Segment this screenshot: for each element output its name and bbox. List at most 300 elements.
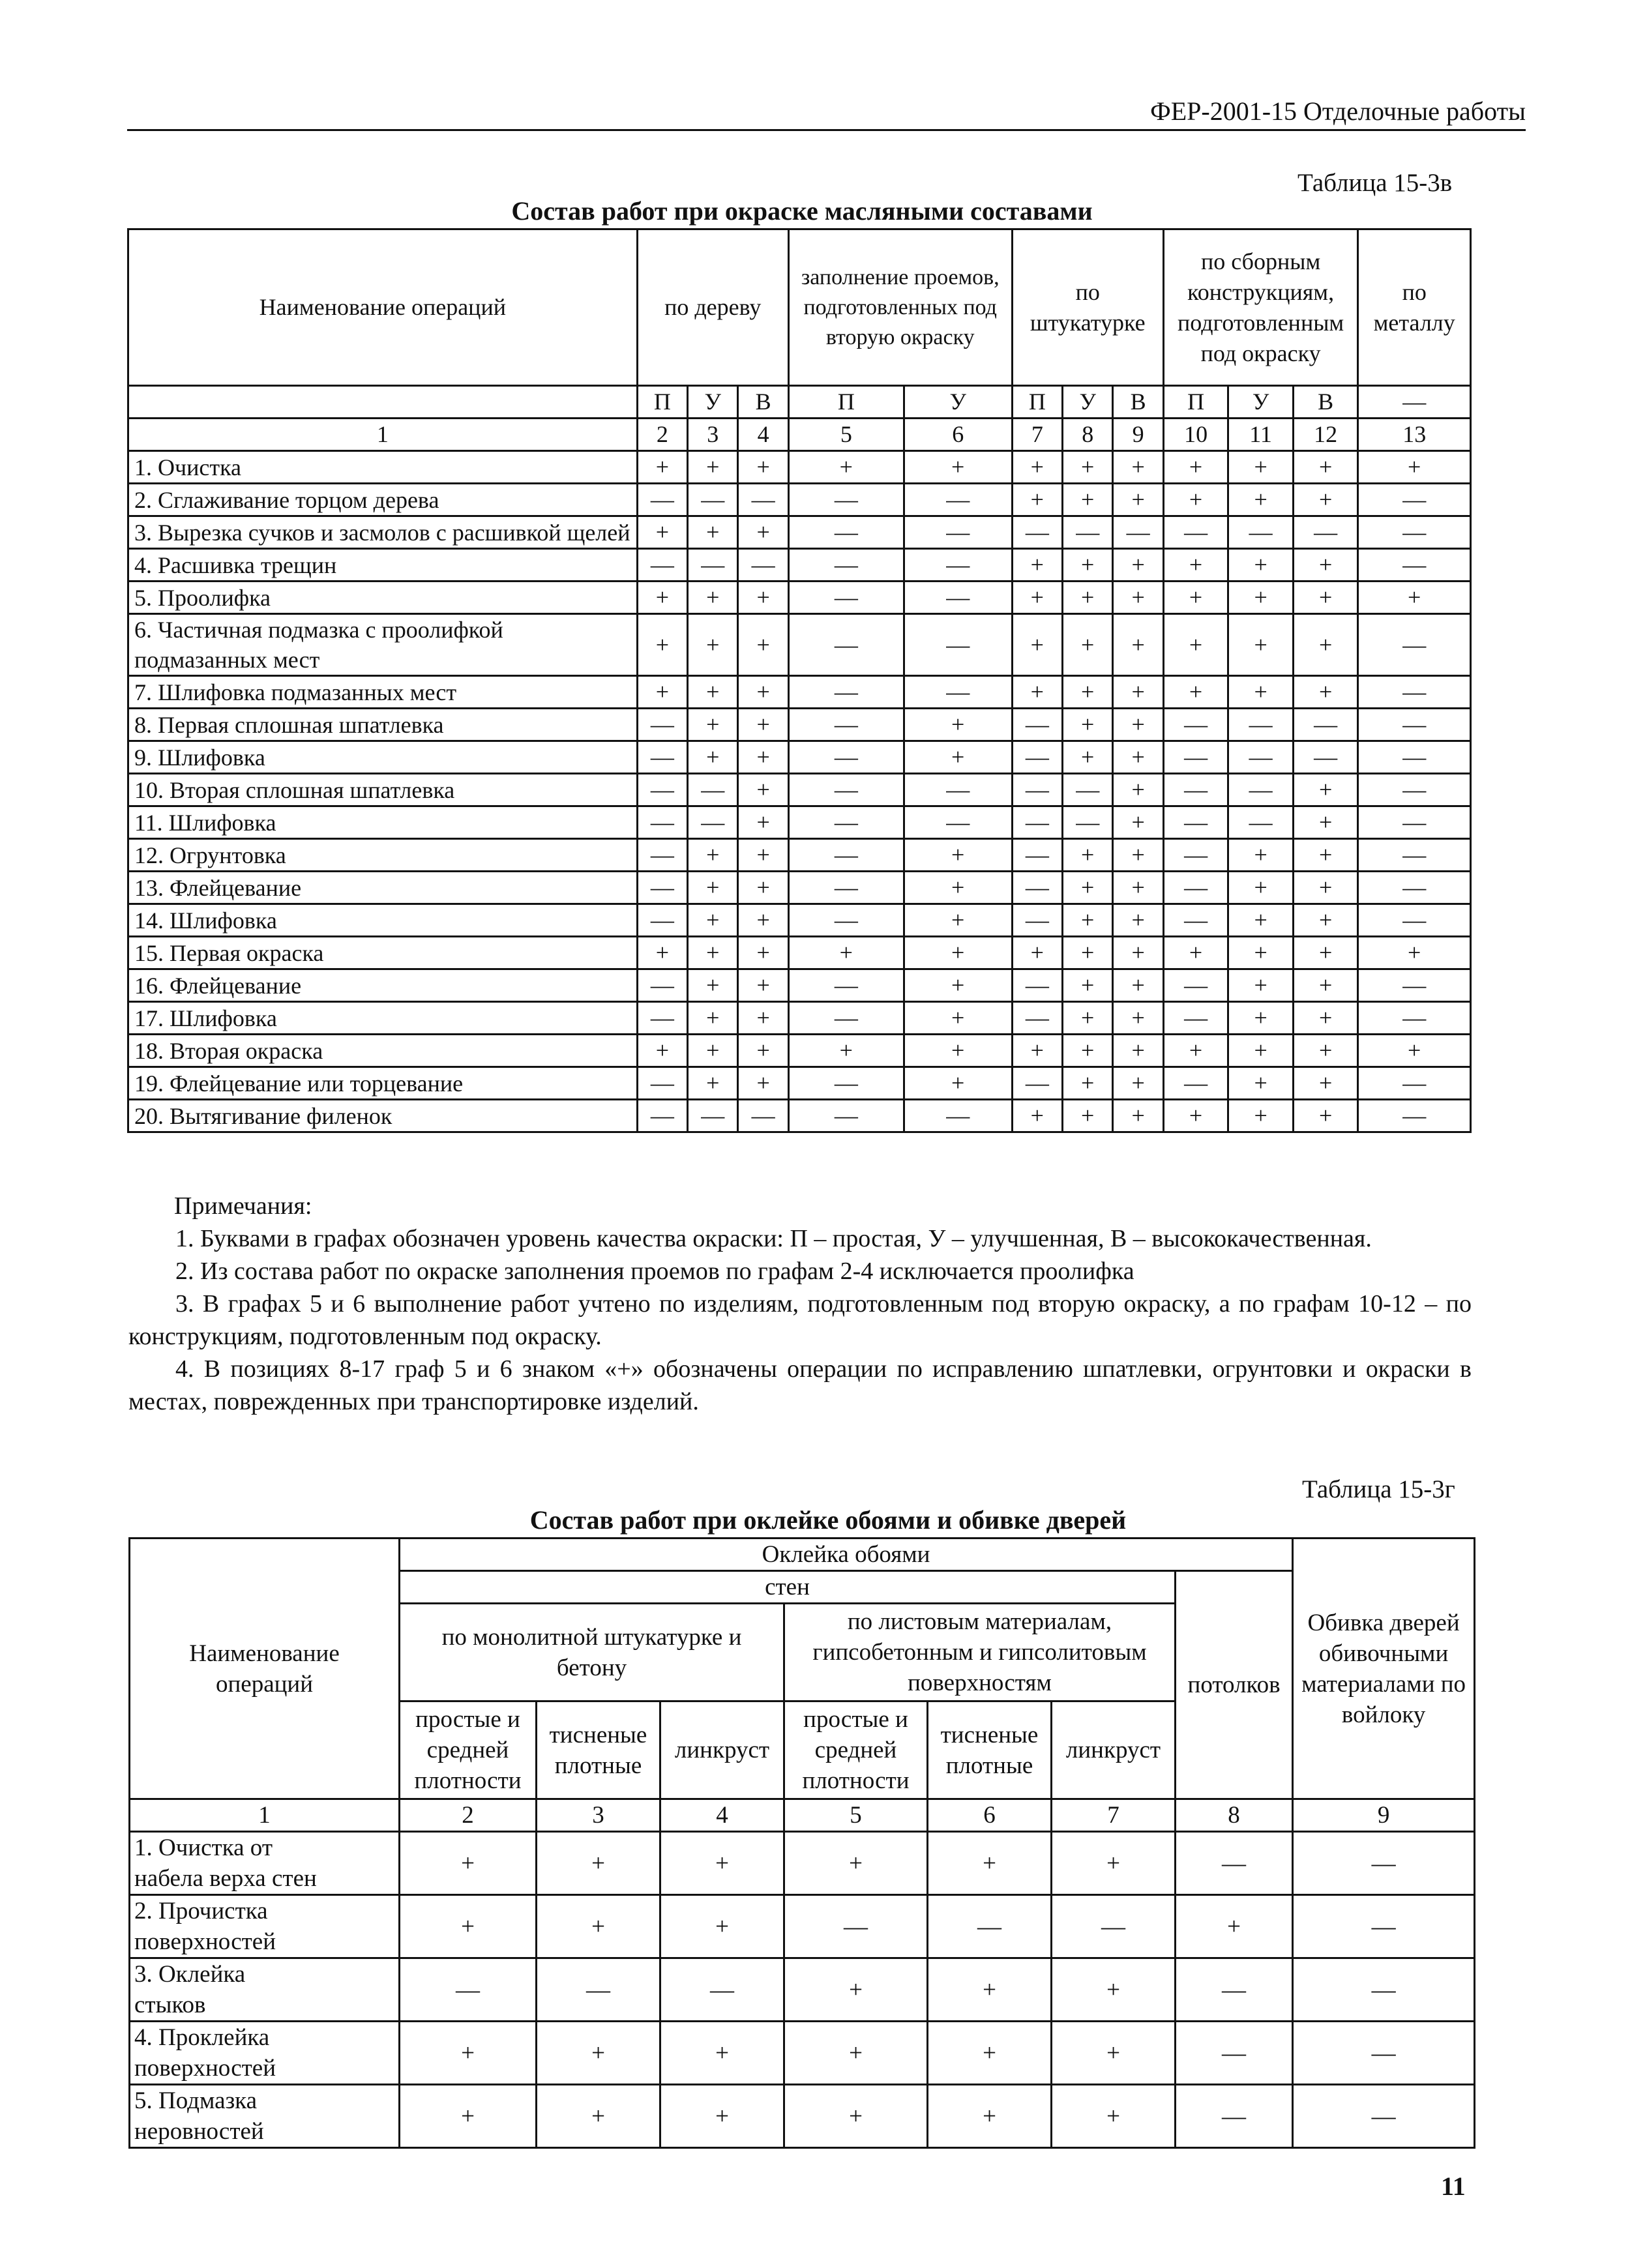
mark-cell: + [1113, 969, 1163, 1002]
mark-cell: + [688, 709, 738, 741]
mark-cell: — [788, 839, 904, 872]
table-row [128, 582, 1471, 614]
mark-cell: — [1163, 872, 1228, 904]
mark-cell: — [688, 1100, 738, 1132]
col-number: 7 [1052, 1799, 1176, 1832]
mark-cell: + [1063, 484, 1113, 516]
mark-cell: — [1358, 709, 1471, 741]
mark-cell: + [1113, 806, 1163, 839]
mark-cell: + [1358, 1035, 1471, 1067]
mark-cell: — [688, 774, 738, 806]
col-number: 10 [1163, 419, 1228, 451]
column-numbers-row [130, 1799, 1475, 1832]
level-cell: У [688, 386, 738, 419]
operation-name: 9. Шлифовка [128, 741, 638, 774]
notes-heading: Примечания: [174, 1192, 312, 1220]
mark-cell: + [1293, 1067, 1358, 1100]
mark-cell: — [1163, 806, 1228, 839]
mark-cell: + [904, 1067, 1012, 1100]
mark-cell: — [1358, 1002, 1471, 1035]
col-number: 1 [130, 1799, 400, 1832]
mark-cell: + [928, 2085, 1052, 2148]
mark-cell: — [637, 741, 687, 774]
table-row [128, 937, 1471, 969]
mark-cell: — [1293, 2085, 1475, 2148]
mark-cell: + [1163, 1100, 1228, 1132]
operation-name [130, 1895, 400, 1958]
operation-name: 3. Вырезка сучков и засмолов с расшивкой щелей [128, 516, 638, 549]
mark-cell: + [400, 2085, 537, 2148]
mark-cell: + [1012, 549, 1062, 582]
mark-cell: — [637, 1067, 687, 1100]
col-number: 13 [1358, 419, 1471, 451]
mark-cell: — [788, 1002, 904, 1035]
mark-cell: + [1293, 1002, 1358, 1035]
mark-cell: + [400, 1895, 537, 1958]
table-row [128, 904, 1471, 937]
table-row [128, 516, 1471, 549]
mark-cell: — [637, 1100, 687, 1132]
mark-cell: + [738, 872, 788, 904]
mark-cell: + [784, 2022, 928, 2085]
mark-cell: — [1163, 1002, 1228, 1035]
mark-cell: — [1063, 806, 1113, 839]
col-number: 3 [688, 419, 738, 451]
mark-cell: + [1228, 904, 1294, 937]
mark-cell: — [660, 1958, 784, 2022]
mark-cell: — [688, 806, 738, 839]
mark-cell: + [637, 516, 687, 549]
note-item: 1. Буквами в графах обозначен уровень качества окраски: П – простая, У – улучшенная, В – высококачественная. [175, 1225, 1372, 1252]
mark-cell: + [637, 676, 687, 709]
level-cell: П [1163, 386, 1228, 419]
col-number: 7 [1012, 419, 1062, 451]
mark-cell: — [1228, 516, 1294, 549]
subhead-lincrusta: линкруст [1052, 1701, 1176, 1799]
head-door-upholstery: Обивка дверей обивочными материалами по войлоку [1293, 1539, 1475, 1799]
mark-cell: — [688, 549, 738, 582]
operation-name: 6. Частичная подмазка с проолифкой подмазанных мест [128, 614, 638, 676]
operation-name: 1. Очистка [128, 451, 638, 484]
mark-cell: + [788, 1035, 904, 1067]
mark-cell: + [1012, 937, 1062, 969]
mark-cell: — [1012, 516, 1062, 549]
level-cell: — [1358, 386, 1471, 419]
mark-cell: + [637, 614, 687, 676]
mark-cell: — [637, 806, 687, 839]
mark-cell: — [788, 741, 904, 774]
table-row [128, 451, 1471, 484]
mark-cell: — [788, 1100, 904, 1132]
mark-cell: — [1228, 774, 1294, 806]
mark-cell: + [1113, 839, 1163, 872]
level-cell: У [904, 386, 1012, 419]
operation-name: 10. Вторая сплошная шпатлевка [128, 774, 638, 806]
mark-cell: + [1012, 451, 1062, 484]
operation-name-text: 4. Проклейка поверхностей [134, 2024, 276, 2082]
subhead-embossed: тисненые плотные [537, 1701, 660, 1799]
mark-cell: + [1228, 549, 1294, 582]
mark-cell: — [637, 549, 687, 582]
mark-cell: — [788, 582, 904, 614]
mark-cell: — [1358, 549, 1471, 582]
mark-cell: + [1063, 676, 1113, 709]
note-item: 2. Из состава работ по окраске заполнения проемов по графам 2-4 исключается проолифка [175, 1258, 1134, 1285]
page-number: 11 [1441, 2172, 1466, 2201]
mark-cell: + [1163, 676, 1228, 709]
head-group-structures: по сборным конструкциям, подготовленным под окраску [1163, 229, 1358, 386]
mark-cell: — [637, 904, 687, 937]
mark-cell: + [688, 1035, 738, 1067]
mark-cell: — [788, 904, 904, 937]
mark-cell: + [1163, 549, 1228, 582]
col-number: 9 [1293, 1799, 1475, 1832]
mark-cell: — [904, 549, 1012, 582]
mark-cell: + [904, 839, 1012, 872]
mark-cell: — [1358, 1100, 1471, 1132]
table-row [128, 806, 1471, 839]
mark-cell: — [400, 1958, 537, 2022]
mark-cell: — [1293, 1895, 1475, 1958]
mark-cell: + [1228, 969, 1294, 1002]
mark-cell: — [1163, 516, 1228, 549]
head-sheet-materials: по листовым материалам, гипсобетонным и гипсолитовым поверхностям [784, 1604, 1176, 1701]
mark-cell: + [1113, 904, 1163, 937]
mark-cell: + [688, 969, 738, 1002]
mark-cell: + [1293, 676, 1358, 709]
mark-cell: — [1358, 1067, 1471, 1100]
table-row [128, 741, 1471, 774]
mark-cell: — [904, 676, 1012, 709]
level-blank [128, 386, 638, 419]
mark-cell: — [904, 582, 1012, 614]
mark-cell: — [1012, 1067, 1062, 1100]
head-group-plaster: по штукатурке [1012, 229, 1163, 386]
mark-cell: — [637, 1002, 687, 1035]
operation-name: 20. Вытягивание филенок [128, 1100, 638, 1132]
mark-cell: + [904, 1035, 1012, 1067]
mark-cell: + [1228, 451, 1294, 484]
mark-cell: + [1228, 1100, 1294, 1132]
running-title: ФЕР-2001-15 Отделочные работы [1150, 96, 1526, 126]
subhead-simple: простые и средней плотности [400, 1701, 537, 1799]
table1-label: Таблица 15-3в [1297, 169, 1453, 197]
mark-cell: + [738, 969, 788, 1002]
mark-cell: + [1228, 1002, 1294, 1035]
mark-cell: + [1113, 614, 1163, 676]
head-group-metal: по металлу [1358, 229, 1471, 386]
mark-cell: + [1113, 1035, 1163, 1067]
mark-cell: — [1358, 516, 1471, 549]
mark-cell: + [637, 582, 687, 614]
mark-cell: — [1063, 774, 1113, 806]
mark-cell: — [1293, 709, 1358, 741]
level-cell: В [1293, 386, 1358, 419]
mark-cell: — [1052, 1895, 1176, 1958]
mark-cell: + [738, 774, 788, 806]
mark-cell: + [1063, 872, 1113, 904]
mark-cell: + [1063, 582, 1113, 614]
mark-cell: + [928, 2022, 1052, 2085]
mark-cell: + [1228, 872, 1294, 904]
operation-name [130, 1958, 400, 2022]
mark-cell: — [637, 484, 687, 516]
mark-cell: + [688, 516, 738, 549]
mark-cell: + [738, 937, 788, 969]
mark-cell: — [1163, 741, 1228, 774]
mark-cell: — [738, 1100, 788, 1132]
operation-name-text: 5. Подмазка неровностей [134, 2087, 264, 2145]
mark-cell: + [738, 1035, 788, 1067]
mark-cell: — [788, 969, 904, 1002]
mark-cell: — [1163, 709, 1228, 741]
mark-cell: + [688, 741, 738, 774]
mark-cell: + [1293, 582, 1358, 614]
col-number: 8 [1176, 1799, 1293, 1832]
mark-cell: + [1293, 969, 1358, 1002]
mark-cell: — [904, 614, 1012, 676]
mark-cell: + [788, 937, 904, 969]
mark-cell: + [1228, 839, 1294, 872]
mark-cell: + [1358, 582, 1471, 614]
mark-cell: + [738, 676, 788, 709]
mark-cell: + [1228, 1035, 1294, 1067]
mark-cell: + [400, 2022, 537, 2085]
mark-cell: + [1052, 1832, 1176, 1895]
level-cell: У [1228, 386, 1294, 419]
operation-name: 16. Флейцевание [128, 969, 638, 1002]
mark-cell: + [1228, 1067, 1294, 1100]
subhead-lincrusta: линкруст [660, 1701, 784, 1799]
head-ceilings: потолков [1176, 1571, 1293, 1799]
mark-cell: + [1113, 451, 1163, 484]
note-item: 4. В позициях 8-17 граф 5 и 6 знаком «+» обозначены операции по исправлению шпатлевки, огрунтовки и окраски в местах, поврежденных при транспортировке изделий. [128, 1355, 1472, 1415]
mark-cell: — [1358, 806, 1471, 839]
table-row [130, 1832, 1475, 1895]
mark-cell: — [788, 774, 904, 806]
mark-cell: + [688, 904, 738, 937]
mark-cell: — [1293, 516, 1358, 549]
col-number: 1 [128, 419, 638, 451]
col-number: 8 [1063, 419, 1113, 451]
mark-cell: + [1113, 676, 1163, 709]
mark-cell: + [1113, 774, 1163, 806]
mark-cell: + [904, 969, 1012, 1002]
mark-cell: + [688, 872, 738, 904]
col-number: 4 [660, 1799, 784, 1832]
mark-cell: — [1358, 839, 1471, 872]
mark-cell: + [738, 582, 788, 614]
mark-cell: — [637, 839, 687, 872]
mark-cell: + [1163, 484, 1228, 516]
mark-cell: — [637, 709, 687, 741]
mark-cell: — [788, 614, 904, 676]
mark-cell: + [1228, 582, 1294, 614]
mark-cell: + [688, 839, 738, 872]
mark-cell: + [1063, 1100, 1113, 1132]
mark-cell: + [784, 2085, 928, 2148]
mark-cell: + [1163, 582, 1228, 614]
mark-cell: + [1113, 872, 1163, 904]
mark-cell: + [660, 1832, 784, 1895]
operation-name: 5. Проолифка [128, 582, 638, 614]
mark-cell: + [688, 937, 738, 969]
mark-cell: + [1358, 937, 1471, 969]
head-wallpaper: Оклейка обоями [400, 1539, 1293, 1571]
mark-cell: + [537, 1832, 660, 1895]
mark-cell: — [1163, 839, 1228, 872]
wallpaper-operations-table [128, 1537, 1475, 2149]
table-row [128, 484, 1471, 516]
mark-cell: — [784, 1895, 928, 1958]
table2-title: Состав работ при оклейке обоями и обивке дверей [529, 1505, 1127, 1535]
operation-name: 12. Огрунтовка [128, 839, 638, 872]
table-row [128, 676, 1471, 709]
mark-cell: + [1228, 676, 1294, 709]
mark-cell: + [537, 2085, 660, 2148]
running-header [127, 96, 1526, 131]
mark-cell: + [1358, 451, 1471, 484]
table-row [128, 969, 1471, 1002]
table-row [128, 1100, 1471, 1132]
col-number: 3 [537, 1799, 660, 1832]
mark-cell: + [1052, 2085, 1176, 2148]
mark-cell: + [904, 904, 1012, 937]
table-row [128, 1002, 1471, 1035]
mark-cell: + [1012, 1035, 1062, 1067]
operation-name [130, 1832, 400, 1895]
mark-cell: — [904, 1100, 1012, 1132]
mark-cell: + [1293, 1035, 1358, 1067]
head-group-wood: по дереву [637, 229, 788, 386]
mark-cell: + [1012, 1100, 1062, 1132]
mark-cell: — [1113, 516, 1163, 549]
mark-cell: + [1063, 969, 1113, 1002]
mark-cell: + [928, 1958, 1052, 2022]
mark-cell: — [904, 774, 1012, 806]
head-plaster-concrete: по монолитной штукатурке и бетону [400, 1604, 784, 1701]
mark-cell: + [1113, 484, 1163, 516]
mark-cell: — [738, 549, 788, 582]
mark-cell: + [1063, 451, 1113, 484]
mark-cell: — [1012, 774, 1062, 806]
level-cell: П [788, 386, 904, 419]
mark-cell: — [928, 1895, 1052, 1958]
mark-cell: + [904, 741, 1012, 774]
mark-cell: — [1358, 676, 1471, 709]
mark-cell: — [1228, 741, 1294, 774]
mark-cell: — [788, 484, 904, 516]
mark-cell: + [738, 451, 788, 484]
mark-cell: + [1063, 1067, 1113, 1100]
operation-name: 15. Первая окраска [128, 937, 638, 969]
mark-cell: + [904, 1002, 1012, 1035]
operation-name-text: 3. Оклейка стыков [134, 1961, 246, 2018]
operation-name: 8. Первая сплошная шпатлевка [128, 709, 638, 741]
mark-cell: + [1063, 709, 1113, 741]
mark-cell: — [904, 806, 1012, 839]
level-cell: В [738, 386, 788, 419]
mark-cell: + [1228, 937, 1294, 969]
mark-cell: — [1176, 1832, 1293, 1895]
table-row [130, 2022, 1475, 2085]
mark-cell: + [1063, 839, 1113, 872]
mark-cell: + [1063, 741, 1113, 774]
mark-cell: + [1012, 676, 1062, 709]
mark-cell: — [1012, 904, 1062, 937]
mark-cell: + [738, 1002, 788, 1035]
mark-cell: + [1293, 904, 1358, 937]
operation-name: 19. Флейцевание или торцевание [128, 1067, 638, 1100]
mark-cell: + [738, 709, 788, 741]
mark-cell: — [738, 484, 788, 516]
mark-cell: + [1063, 904, 1113, 937]
mark-cell: — [1063, 516, 1113, 549]
mark-cell: + [1176, 1895, 1293, 1958]
level-cell: П [1012, 386, 1062, 419]
operation-name: 11. Шлифовка [128, 806, 638, 839]
mark-cell: — [1293, 2022, 1475, 2085]
mark-cell: — [537, 1958, 660, 2022]
mark-cell: + [1012, 582, 1062, 614]
mark-cell: — [1293, 741, 1358, 774]
col-number: 2 [400, 1799, 537, 1832]
mark-cell: + [688, 582, 738, 614]
col-number: 4 [738, 419, 788, 451]
mark-cell: + [738, 839, 788, 872]
mark-cell: + [1163, 937, 1228, 969]
mark-cell: + [637, 937, 687, 969]
mark-cell: + [688, 451, 738, 484]
mark-cell: + [1293, 839, 1358, 872]
mark-cell: + [1163, 451, 1228, 484]
mark-cell: + [1293, 451, 1358, 484]
mark-cell: + [1012, 484, 1062, 516]
mark-cell: + [1293, 806, 1358, 839]
mark-cell: + [738, 516, 788, 549]
operation-name-text: 2. Прочистка поверхностей [134, 1898, 276, 1955]
mark-cell: — [1358, 969, 1471, 1002]
mark-cell: + [1293, 549, 1358, 582]
mark-cell: — [1358, 614, 1471, 676]
table-row [130, 1958, 1475, 2022]
mark-cell: + [738, 904, 788, 937]
table-row [128, 1067, 1471, 1100]
mark-cell: + [537, 2022, 660, 2085]
mark-cell: — [1293, 1832, 1475, 1895]
operation-name: 4. Расшивка трещин [128, 549, 638, 582]
mark-cell: + [904, 937, 1012, 969]
mark-cell: — [1358, 872, 1471, 904]
mark-cell: — [1358, 774, 1471, 806]
mark-cell: + [1163, 614, 1228, 676]
mark-cell: — [1176, 2022, 1293, 2085]
mark-cell: — [1163, 904, 1228, 937]
mark-cell: + [688, 1067, 738, 1100]
mark-cell: + [1052, 1958, 1176, 2022]
note-item: 3. В графах 5 и 6 выполнение работ учтено по изделиям, подготовленным под вторую окраску, а по графам 10-12 – по конструкциям, подготовленным под окраску. [128, 1290, 1472, 1350]
mark-cell: + [1063, 549, 1113, 582]
mark-cell: — [788, 709, 904, 741]
head-operation-name: Наименование операций [128, 229, 638, 386]
col-number: 5 [784, 1799, 928, 1832]
column-numbers-row [128, 419, 1471, 451]
operation-name: 18. Вторая окраска [128, 1035, 638, 1067]
mark-cell: — [788, 872, 904, 904]
mark-cell: + [1113, 582, 1163, 614]
table2-label: Таблица 15-3г [1302, 1475, 1455, 1503]
mark-cell: + [637, 451, 687, 484]
